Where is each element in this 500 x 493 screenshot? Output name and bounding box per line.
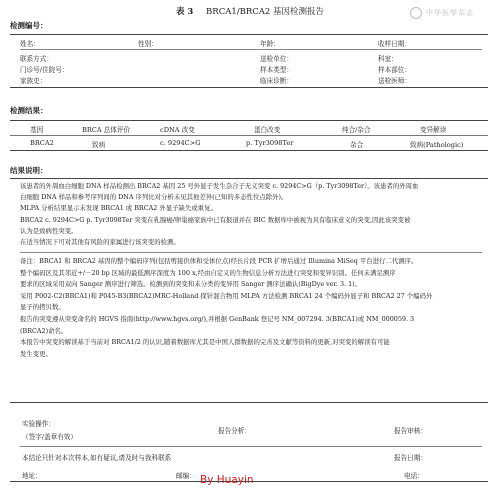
table-header-row	[10, 121, 488, 135]
cell-evaluation: 致病	[92, 141, 106, 149]
divider	[20, 446, 482, 447]
report-number-label: 检测编号：	[10, 21, 48, 30]
sample-site-field: 样本部位：	[378, 66, 411, 74]
sample-type-field: 样本类型：	[260, 66, 293, 74]
journal-logo-icon	[410, 7, 422, 19]
col-header-interpretation: 变异解读	[420, 126, 447, 134]
explanation-line: BRCA2 c. 9294C>G p. Tyr3098Ter 突变在乳腺癌/卵巢癌家族中已有报道并在 BIC 数据库中被视为具有临床意义的突变,因此该突变被	[20, 215, 411, 224]
notes-line: (BRCA2)命名。	[20, 326, 68, 335]
cell-zygosity: 杂合	[350, 141, 364, 149]
col-header-cdna: cDNA 改变	[160, 126, 195, 134]
results-table	[10, 120, 488, 151]
explanation-line: 认为是致病性突变。	[20, 226, 78, 235]
notes-line: 备注：BRCA1 和 BRCA2 基因的整个编码序列(包括剪接供体和受体位点)经长片段 PCR 扩增后通过 Illumina MiSeq 平台进行二代测序。	[20, 257, 418, 265]
gender-field: 性别：	[138, 40, 158, 48]
notes-line: 本报告中突变的解读基于当前对 BRCA1/2 的认识,随着数据库尤其是中国人群数据的完善及文献等资料的更新,对突变的解读有可能	[20, 338, 390, 347]
results-label: 检测结果：	[10, 106, 48, 115]
watermark-text: 中华医学杂志	[426, 9, 474, 17]
disclaimer-text: 本结论只针对本次样本,如有疑议,请及时与我科联系	[22, 454, 172, 462]
family-history-field: 家族史：	[20, 77, 47, 85]
report-analysis-label: 报告分析：	[218, 427, 251, 435]
explanation-label: 结果说明：	[10, 166, 48, 175]
address-label: 地址：	[22, 472, 42, 480]
contact-field: 联系方式：	[20, 55, 53, 63]
phone-label: 电话：	[404, 472, 424, 480]
divider	[10, 87, 488, 88]
patient-id-field: 门诊号/住院号：	[20, 66, 69, 74]
notes-text	[20, 256, 480, 360]
explanation-text	[20, 181, 480, 248]
age-field: 年龄：	[260, 40, 280, 48]
col-header-zygosity: 纯合/杂合	[342, 126, 371, 134]
divider	[10, 402, 488, 403]
divider	[20, 252, 482, 253]
postcode-label: 邮编：	[176, 472, 196, 480]
clinical-diagnosis-field: 临床诊断：	[260, 77, 293, 85]
table-row	[10, 136, 488, 150]
divider	[10, 178, 488, 179]
col-header-gene: 基因	[30, 126, 44, 134]
notes-line: 采用 P002-C2(BRCA1)和 P045-B3(BRCA2)MRC-Holland 探针混合物用 MLPA 方法检测 BRCA1 24 个编码外显子和 BRCA2 27 个编码外	[20, 291, 433, 300]
signature-note: （签字/盖章有效）	[22, 433, 77, 441]
notes-line: 要求的区域采用双向 Sanger 测序进行筛选。检测到的突变和未分类的变异用 Sanger 测序法确认(BigDye ver. 3. 1)。	[20, 280, 362, 289]
notes-line: 显子的拷贝数。	[20, 303, 65, 312]
notes-line: 整个编码区及其邻近+/－20 bp 区域的最低测序深度为 100 x,经由自定义的生物信息分析方法进行突变和变异识别。任何未满足测序	[20, 268, 396, 277]
physician-field: 送检医师：	[378, 77, 411, 85]
receive-date-field: 收样日期：	[378, 40, 411, 48]
submitting-unit-field: 送检单位：	[260, 55, 293, 63]
explanation-line: 在适当情况下可对其他有风险的家属进行该突变的检测。	[20, 238, 180, 247]
cell-cdna: c. 9294C>G	[160, 139, 201, 147]
department-field: 科室：	[378, 55, 398, 63]
explanation-line: MLPA 分析结果显示未发现 BRCA1 或 BRCA2 外显子缺失或重复。	[20, 204, 217, 213]
experiment-operator-label: 实验操作：	[22, 420, 55, 428]
explanation-line: 白细胞 DNA 样品和参考序列间的 DNA 序列比对分析未见其他差异(已知的多态性位点除外)。	[20, 193, 288, 202]
notes-line: 发生变更。	[20, 349, 52, 358]
report-date-label: 报告日期：	[394, 454, 427, 462]
table-title: BRCA1/BRCA2 基因检测报告	[206, 7, 325, 17]
report-review-label: 报告审核：	[394, 427, 427, 435]
credit-text: By Huayin	[200, 474, 254, 486]
table-number: 表 3	[175, 7, 194, 17]
cell-protein: p. Tyr3098Ter	[246, 139, 294, 147]
explanation-line: 该患者的外周血白细胞 DNA 样品检测出 BRCA2 基因 25 号外显子发生杂合子无义突变 c. 9294C>G（p. Tyr3098Ter）。该患者的外周血	[20, 182, 419, 190]
divider	[10, 34, 488, 35]
cell-gene: BRCA2	[30, 139, 54, 147]
name-field: 姓名：	[20, 40, 40, 48]
col-header-protein: 蛋白改变	[254, 126, 281, 134]
journal-watermark	[410, 7, 474, 19]
divider	[20, 49, 482, 50]
notes-line: 报告的突变遵从突变命名的 HGVS 指南(http://www.hgvs.org/),并根据 GenBank 登记号 NM_007294. 3(BRCA1)或 NM_000059. 3	[20, 314, 415, 323]
cell-interpretation: 致病(Pathologic)	[410, 141, 464, 149]
col-header-evaluation: BRCA 总体评价	[82, 126, 131, 134]
